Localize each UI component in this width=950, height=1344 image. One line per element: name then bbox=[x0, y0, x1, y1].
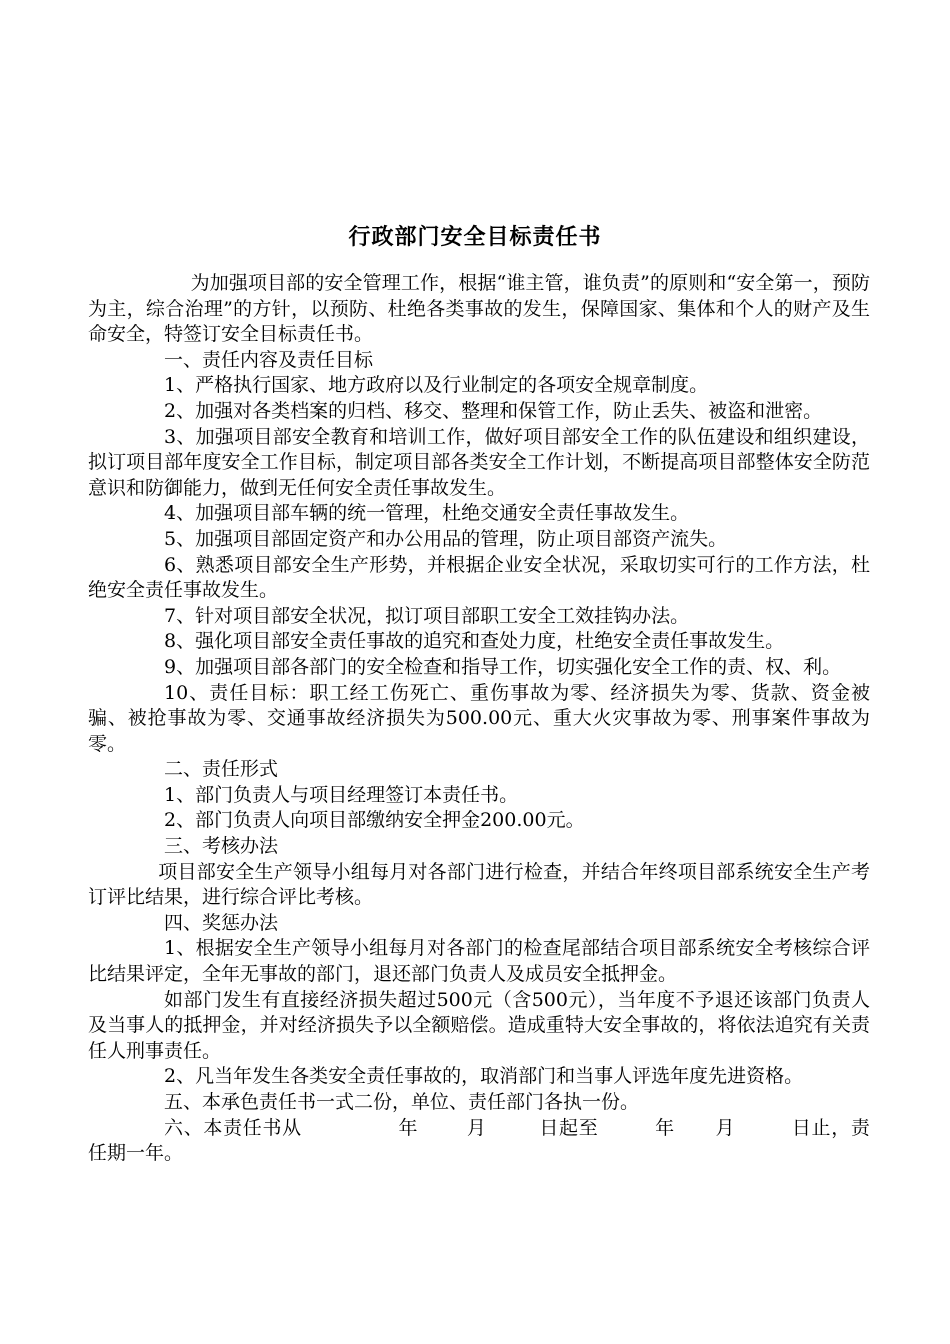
list-item: 2、加强对各类档案的归档、移交、整理和保管工作，防止丢失、被盗和泄密。 bbox=[164, 399, 823, 422]
document-body bbox=[88, 271, 870, 1167]
reward-item-1: 1、根据安全生产领导小组每月对各部门的检查尾部结合项目部系统安全考核综合评比结果评定，全年无事故的部门，退还部门负责人及成员安全抵押金。 bbox=[88, 937, 870, 986]
list-item: 7、针对项目部安全状况，拟订项目部职工安全工效挂钩办法。 bbox=[164, 604, 690, 627]
month-label-1: 月 bbox=[466, 1116, 487, 1139]
section-5-paragraph: 五、本承色责任书一式二份，单位、责任部门各执一份。 bbox=[164, 1091, 640, 1113]
term-prefix: 六、本责任书从 bbox=[164, 1116, 302, 1139]
section-heading-2: 二、责任形式 bbox=[164, 758, 279, 781]
list-item: 10、责任目标：职工经工伤死亡、重伤事故为零、经济损失为零、货款、资金被骗、被抢事故为零、交通事故经济损失为500.00元、重大火灾事故为零、刑事案件事故为零。 bbox=[88, 681, 870, 755]
document-title: 行政部门安全目标责任书 bbox=[348, 224, 602, 250]
reward-item-2: 2、凡当年发生各类安全责任事故的，取消部门和当事人评选年度先进资格。 bbox=[164, 1065, 804, 1088]
list-item: 1、部门负责人与项目经理签订本责任书。 bbox=[164, 783, 519, 806]
intro-paragraph: 为加强项目部的安全管理工作，根据“谁主管，谁负责”的原则和“安全第一，预防为主，综合治理”的方针，以预防、杜绝各类事故的发生，保障国家、集体和个人的财产及生命安全，特签订安全目标责任书。 bbox=[88, 272, 870, 346]
year-label-1: 年 bbox=[397, 1116, 419, 1139]
year-label-2: 年 bbox=[654, 1116, 675, 1139]
day-to-label: 日止，责任期一年。 bbox=[88, 1116, 870, 1165]
list-item: 5、加强项目部固定资产和办公用品的管理，防止项目部资产流失。 bbox=[164, 527, 728, 550]
section-heading-1: 一、责任内容及责任目标 bbox=[164, 348, 374, 371]
reward-item-1-extra: 如部门发生有直接经济损失超过500元（含500元），当年度不予退还该部门负责人及当事人的抵押金，并对经济损失予以全额赔偿。造成重特大安全事故的，将依法追究有关责任人刑事责任。 bbox=[88, 988, 870, 1062]
list-item: 4、加强项目部车辆的统一管理，杜绝交通安全责任事故发生。 bbox=[164, 502, 690, 525]
list-item: 9、加强项目部各部门的安全检查和指导工作，切实强化安全工作的责、权、利。 bbox=[164, 655, 842, 678]
list-item: 6、熟悉项目部安全生产形势，并根据企业安全状况，采取切实可行的工作方法，杜绝安全责任事故发生。 bbox=[88, 553, 870, 602]
section-6-paragraph bbox=[88, 1116, 870, 1167]
section-heading-3: 三、考核办法 bbox=[164, 835, 279, 858]
section-heading-4: 四、奖惩办法 bbox=[164, 911, 279, 934]
list-item: 8、强化项目部安全责任事故的追究和查处力度，杜绝安全责任事故发生。 bbox=[164, 630, 785, 653]
month-label-2: 月 bbox=[714, 1116, 736, 1139]
list-item: 1、严格执行国家、地方政府以及行业制定的各项安全规章制度。 bbox=[164, 374, 709, 397]
day-from-label: 日起至 bbox=[538, 1116, 599, 1139]
list-item: 3、加强项目部安全教育和培训工作，做好项目部安全工作的队伍建设和组织建设，拟订项目部年度安全工作目标，制定项目部各类安全工作计划，不断提高项目部整体安全防范意识和防御能力，做到无任何安全责任事故发生。 bbox=[88, 425, 870, 499]
assessment-paragraph: 项目部安全生产领导小组每月对各部门进行检查，并结合年终项目部系统安全生产考订评比结果，进行综合评比考核。 bbox=[88, 860, 870, 909]
list-item: 2、部门负责人向项目部缴纳安全押金200.00元。 bbox=[164, 809, 585, 832]
